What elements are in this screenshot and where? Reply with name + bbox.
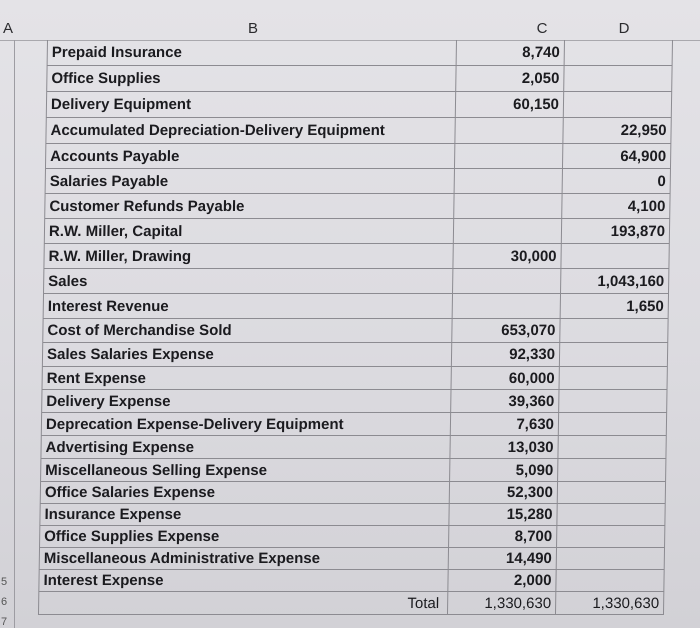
debit-cell[interactable]: 15,280 [449, 504, 557, 525]
debit-cell[interactable]: 5,090 [450, 459, 558, 481]
debit-cell[interactable]: 2,050 [456, 66, 564, 91]
credit-cell[interactable] [560, 343, 668, 366]
account-name-cell[interactable]: Cost of Merchandise Sold [42, 319, 452, 342]
debit-cell[interactable] [454, 194, 562, 218]
account-name-cell[interactable]: Sales Salaries Expense [42, 343, 452, 366]
debit-cell[interactable] [453, 269, 561, 293]
account-name-cell[interactable]: Miscellaneous Selling Expense [40, 459, 450, 481]
debit-cell[interactable]: 8,700 [449, 526, 557, 547]
account-name-cell[interactable]: Miscellaneous Administrative Expense [39, 548, 449, 569]
table-row [44, 219, 670, 244]
debit-cell[interactable]: 30,000 [453, 244, 561, 268]
table-row [43, 244, 669, 269]
debit-cell[interactable]: 8,740 [457, 40, 565, 65]
credit-cell[interactable] [560, 319, 668, 342]
debit-cell[interactable]: 2,000 [448, 570, 556, 591]
debit-cell[interactable]: 52,300 [450, 482, 558, 503]
account-name-cell[interactable]: Office Supplies [46, 66, 456, 91]
account-name-cell[interactable]: Advertising Expense [40, 436, 450, 458]
total-row [38, 592, 664, 615]
table-row [45, 169, 671, 194]
account-name-cell[interactable]: Interest Revenue [43, 294, 453, 318]
debit-cell[interactable]: 14,490 [449, 548, 557, 569]
table-row [46, 66, 672, 92]
column-header-d[interactable]: D [618, 20, 630, 37]
credit-cell[interactable]: 4,100 [562, 194, 670, 218]
row-number[interactable]: 7 [1, 616, 8, 628]
table-row [43, 294, 669, 319]
account-name-cell[interactable]: Deprecation Expense-Delivery Equipment [41, 413, 451, 435]
trial-balance-table [38, 40, 673, 615]
table-row [45, 144, 671, 169]
debit-cell[interactable] [455, 118, 563, 143]
account-name-cell[interactable]: Office Salaries Expense [40, 482, 450, 503]
table-row [40, 482, 666, 504]
table-row [40, 436, 666, 459]
total-credit-cell[interactable]: 1,330,630 [556, 592, 664, 614]
account-name-cell[interactable]: Delivery Expense [41, 390, 451, 412]
account-name-cell[interactable]: Interest Expense [38, 570, 448, 591]
table-row [39, 526, 665, 548]
credit-cell[interactable]: 1,043,160 [561, 269, 669, 293]
account-name-cell[interactable]: Accumulated Depreciation-Delivery Equipment [45, 118, 455, 143]
table-row [47, 40, 673, 66]
credit-cell[interactable] [559, 390, 667, 412]
credit-cell[interactable] [561, 244, 669, 268]
account-name-cell[interactable]: R.W. Miller, Capital [44, 219, 454, 243]
credit-cell[interactable] [558, 482, 666, 503]
account-name-cell[interactable]: Office Supplies Expense [39, 526, 449, 547]
column-header-b[interactable]: B [247, 20, 258, 37]
row-header-column [0, 40, 15, 628]
credit-cell[interactable]: 64,900 [563, 144, 671, 168]
debit-cell[interactable] [455, 169, 563, 193]
table-row [45, 118, 671, 144]
table-row [41, 390, 667, 413]
table-row [42, 343, 668, 367]
debit-cell[interactable] [455, 144, 563, 168]
credit-cell[interactable] [557, 504, 665, 525]
account-name-cell[interactable]: Insurance Expense [39, 504, 449, 525]
table-row [38, 570, 664, 592]
table-row [43, 269, 669, 294]
row-number[interactable]: 6 [1, 596, 8, 608]
credit-cell[interactable]: 1,650 [561, 294, 669, 318]
table-row [44, 194, 670, 219]
credit-cell[interactable]: 193,870 [562, 219, 670, 243]
table-row [46, 92, 672, 118]
account-name-cell[interactable]: Delivery Equipment [46, 92, 456, 117]
credit-cell[interactable] [558, 459, 666, 481]
table-row [42, 367, 668, 390]
debit-cell[interactable]: 60,000 [452, 367, 560, 389]
account-name-cell[interactable]: Sales [43, 269, 453, 293]
account-name-cell[interactable]: Salaries Payable [45, 169, 455, 193]
credit-cell[interactable] [556, 570, 664, 591]
debit-cell[interactable]: 13,030 [450, 436, 558, 458]
table-row [39, 548, 665, 570]
credit-cell[interactable] [559, 413, 667, 435]
debit-cell[interactable]: 39,360 [451, 390, 559, 412]
credit-cell[interactable] [564, 66, 672, 91]
table-row [41, 413, 667, 436]
column-header-a[interactable]: A [2, 20, 13, 37]
credit-cell[interactable]: 22,950 [563, 118, 671, 143]
account-name-cell[interactable]: Prepaid Insurance [47, 40, 457, 65]
credit-cell[interactable] [557, 548, 665, 569]
credit-cell[interactable] [558, 436, 666, 458]
debit-cell[interactable]: 653,070 [452, 319, 560, 342]
table-row [39, 504, 665, 526]
debit-cell[interactable] [454, 219, 562, 243]
account-name-cell[interactable]: Rent Expense [42, 367, 452, 389]
credit-cell[interactable] [557, 526, 665, 547]
credit-cell[interactable] [564, 92, 672, 117]
account-name-cell[interactable]: R.W. Miller, Drawing [43, 244, 453, 268]
debit-cell[interactable]: 92,330 [452, 343, 560, 366]
row-number[interactable]: 5 [1, 576, 8, 588]
credit-cell[interactable] [560, 367, 668, 389]
table-row [42, 319, 668, 343]
table-row [40, 459, 666, 482]
credit-cell[interactable]: 0 [563, 169, 671, 193]
total-debit-cell[interactable]: 1,330,630 [448, 592, 556, 614]
column-header-c[interactable]: C [536, 20, 548, 37]
total-label[interactable]: Total [38, 592, 448, 614]
account-name-cell[interactable]: Accounts Payable [45, 144, 455, 168]
account-name-cell[interactable]: Customer Refunds Payable [44, 194, 454, 218]
debit-cell[interactable]: 7,630 [451, 413, 559, 435]
debit-cell[interactable]: 60,150 [456, 92, 564, 117]
debit-cell[interactable] [453, 294, 561, 318]
credit-cell[interactable] [565, 40, 673, 65]
